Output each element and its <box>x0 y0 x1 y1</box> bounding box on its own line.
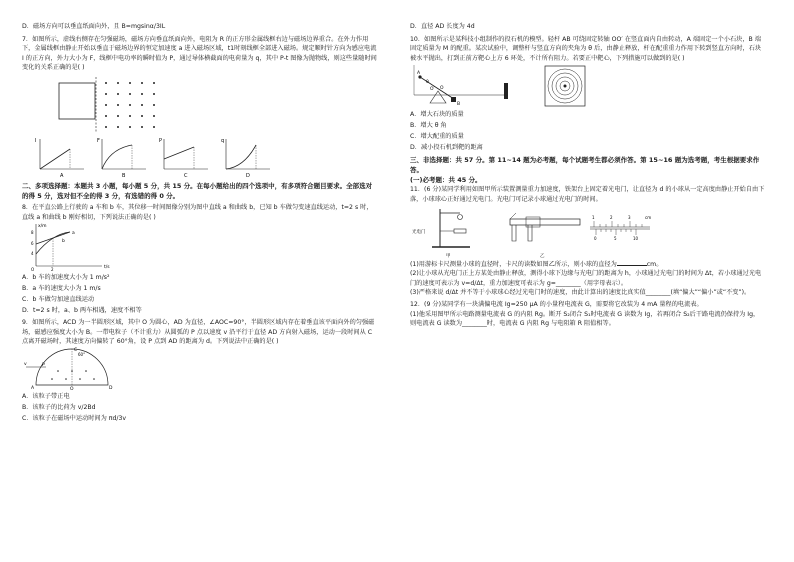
vernier-caliper <box>510 213 580 259</box>
svg-text:光电门: 光电门 <box>412 229 426 235</box>
svg-text:0: 0 <box>594 235 597 241</box>
q10-option-a: A．增大石块的质量 <box>410 111 464 119</box>
q9-option-c: C．该粒子在磁场中运动时间为 πd/3v <box>22 414 127 422</box>
svg-text:O′: O′ <box>430 87 435 93</box>
svg-text:O: O <box>31 267 35 273</box>
left-column <box>22 22 377 424</box>
q9-figure <box>22 347 377 391</box>
svg-text:3: 3 <box>628 214 631 220</box>
svg-text:B: B <box>122 172 126 179</box>
q7-field-diagram <box>22 75 222 135</box>
q12-part1: (1)他采用图甲所示电路测量电流表 G 的内阻 Rg。断开 S₂闭合 S₁时电流表 G 读数为 Ig，若再闭合 S₂后干路电流仍保持为 Ig，则电流表 G 读数为________时，电流表 G 内阻 Rg 与电阻箱 R 阻值相等。 <box>410 310 760 328</box>
svg-text:2: 2 <box>51 267 54 273</box>
svg-text:B: B <box>457 102 461 108</box>
svg-text:P: P <box>159 137 163 144</box>
q10-option-c: C．增大配重的质量 <box>410 133 464 141</box>
svg-text:t/s: t/s <box>104 265 110 271</box>
q7-graph-a <box>35 138 84 179</box>
svg-text:乙: 乙 <box>540 253 545 259</box>
q11-part1-suffix: cm。 <box>646 260 663 268</box>
q7-text: 7．如图所示，虚线右侧存在匀强磁场，磁场方向垂直纸面向外，电阻为 R 的正方形金属线框右边与磁场边界重合。在外力作用下，金属线框由静止开始以垂直于磁场边界的恒定加速度 a 进入磁场区域，t1时刻线框全部进入磁场。规定顺时针方向为感应电流 I 的正方向，外力大小为 F，线框中电功率的瞬时值为 P，通过导体横截面的电荷量为 q，其中 P-t 图像为抛物线，则这些量随时间变化的关系正确的是( ) <box>22 35 377 72</box>
svg-text:1: 1 <box>592 214 595 220</box>
q11-part3: (3)严格来说 d/Δt 并不等于小球球心经过光电门时的速度，由此计算出的速度比真实值________(填“偏大”“偏小”或“不变”)。 <box>410 289 751 297</box>
svg-text:O: O <box>440 86 444 92</box>
q8-xt-graph <box>22 222 142 272</box>
target-board <box>545 66 585 106</box>
q8-option-b: B．a 车的速度大小为 1 m/s <box>22 285 101 293</box>
q12-text: 12．(9 分)某同学有一块满偏电流 Ig=250 μA 的小量程电流表 G，需要将它改装为 4 mA 量程的电流表。 <box>410 300 703 308</box>
q8-option-d: D．t=2 s 时，a、b 两车相遇，速度不相等 <box>22 307 142 315</box>
right-column <box>410 22 765 329</box>
q10-option-b: B．增大 θ 角 <box>410 122 447 130</box>
section3-header: 三、非选择题：共 57 分。第 11~14 题为必考题，每个试题考生都必须作答。第 15~16 题为选考题，考生根据要求作答。 <box>410 156 760 175</box>
caliper-scale-zoom <box>590 215 651 241</box>
svg-text:C: C <box>184 172 188 179</box>
svg-text:60°: 60° <box>78 351 86 357</box>
svg-text:q: q <box>221 137 225 144</box>
q11-figure <box>410 207 765 259</box>
q9-option-d: D．直径 AD 长度为 4d <box>410 23 475 30</box>
stand-apparatus <box>412 209 470 259</box>
svg-text:10: 10 <box>633 235 639 241</box>
svg-text:A: A <box>60 172 64 179</box>
svg-text:v: v <box>24 361 27 367</box>
svg-text:4: 4 <box>31 251 34 257</box>
q8-option-c: C．b 车做匀加速直线运动 <box>22 296 95 304</box>
svg-text:C: C <box>74 347 78 353</box>
q7-graph-b <box>97 138 146 179</box>
q11-text: 11．(6 分)某同学利用如图甲所示装置测量重力加速度，铁架台上固定着光电门，让直径为 d 的小球从一定高度由静止开始自由下落，小球球心正好通过光电门。光电门可记录小球通过光电门的时间。 <box>410 186 765 203</box>
section3-subheader: (一)必考题：共 45 分。 <box>410 176 482 185</box>
q7-graph-d <box>221 138 270 179</box>
svg-text:x/m: x/m <box>38 224 47 230</box>
q9-option-a: A．该粒子带正电 <box>22 392 70 400</box>
svg-text:6: 6 <box>31 241 34 247</box>
svg-text:b: b <box>62 239 65 245</box>
q10-text: 10．如图所示是某科技小组制作的投石机的模型。轻杆 AB 可绕固定转轴 OO′ 在竖直面内自由转动，A 端固定一个小石块，B 端固定质量为 M 的配重。某次试验中，调整杆与竖直方向的夹角为 θ 后，由静止释放，杆在配重重力作用下转到竖直方向时，石块被水平抛出，打到正前方靶心上方 6 环处，不计所有阻力。若要正中靶心，下列措施可以做到的是( ) <box>410 35 762 62</box>
q7-graph-options <box>22 135 377 181</box>
svg-text:a: a <box>72 231 75 237</box>
q7-graphs <box>22 135 282 181</box>
q11-part2: (2)让小球从光电门正上方某处由静止释放，测得小球下边缘与光电门的距离为 h，小球通过光电门的时间为 Δt，若小球通过光电门的速度可表示为 v=d/Δt，重力加速度可表示为 g=________（用字母表示）。 <box>410 270 762 287</box>
q10-catapult-diagram <box>410 63 610 109</box>
svg-text:O: O <box>70 386 74 391</box>
svg-text:cm: cm <box>645 214 652 220</box>
q11-answer-blank-1[interactable] <box>617 259 647 266</box>
q8-option-a: A．b 车的加速度大小为 1 m/s² <box>22 274 110 282</box>
q7-graph-c <box>159 138 208 179</box>
section2-header: 二、多项选择题：本题共 3 小题，每小题 5 分，共 15 分。在每小题给出的四个选项中，有多项符合题目要求。全部选对的得 5 分，选对但不全的得 3 分，有选错的得 0 分。 <box>22 181 373 200</box>
svg-text:I: I <box>35 137 37 144</box>
svg-text:A: A <box>31 385 35 391</box>
svg-text:P: P <box>42 362 45 368</box>
q9-option-b: B．该粒子的比荷为 v/2Bd <box>22 403 96 411</box>
svg-text:D: D <box>246 172 250 179</box>
svg-text:8: 8 <box>31 230 34 236</box>
field-dots <box>105 82 155 128</box>
svg-text:F: F <box>97 137 100 144</box>
q8-text: 8．在平直公路上行驶的 a 车和 b 车，其位移一时间图像分别为图中直线 a 和曲线 b，已知 b 车做匀变速直线运动，t=2 s 时，直线 a 和曲线 b 刚好相切，下列说法正确的是( ) <box>22 203 373 221</box>
q10-figure <box>410 63 765 109</box>
svg-text:D: D <box>109 385 113 391</box>
q9-text: 9．如图所示，ACD 为一半圆形区域，其中 O 为圆心，AD 为直径，∠AOC=90°，半圆形区域内存在着垂直该平面向外的匀强磁场，磁感应强度大小为 B。一带电粒子（不计重力）从圆弧的 P 点以速度 v 沿平行于直径 AD 方向射入磁场，运动一段时间从 C 点离开磁场时，其速度方向偏转了 60°角，设 P 点到 AD 的距离为 d。下列说法中正确的是( ) <box>22 319 375 346</box>
q7-field-figure <box>22 75 377 135</box>
q6-option-d: D．磁场方向可以垂直纸面向外，且 B=mgsinα/3IL <box>22 23 166 30</box>
svg-text:2: 2 <box>610 214 613 220</box>
q10-option-d: D．减小投石机到靶的距离 <box>410 144 483 152</box>
square-coil <box>59 83 95 119</box>
q11-part1 <box>410 259 765 270</box>
svg-text:5: 5 <box>614 235 617 241</box>
q8-figure <box>22 222 377 272</box>
svg-text:θ: θ <box>426 80 429 86</box>
q11-apparatus-diagram <box>410 207 740 259</box>
svg-text:A: A <box>417 71 421 77</box>
q9-semicircle-diagram <box>22 347 142 391</box>
svg-text:甲: 甲 <box>446 253 451 259</box>
q11-part1-prefix: (1)用游标卡尺测量小球的直径时，卡尺的读数如图乙所示，则小球的直径为 <box>410 260 617 268</box>
